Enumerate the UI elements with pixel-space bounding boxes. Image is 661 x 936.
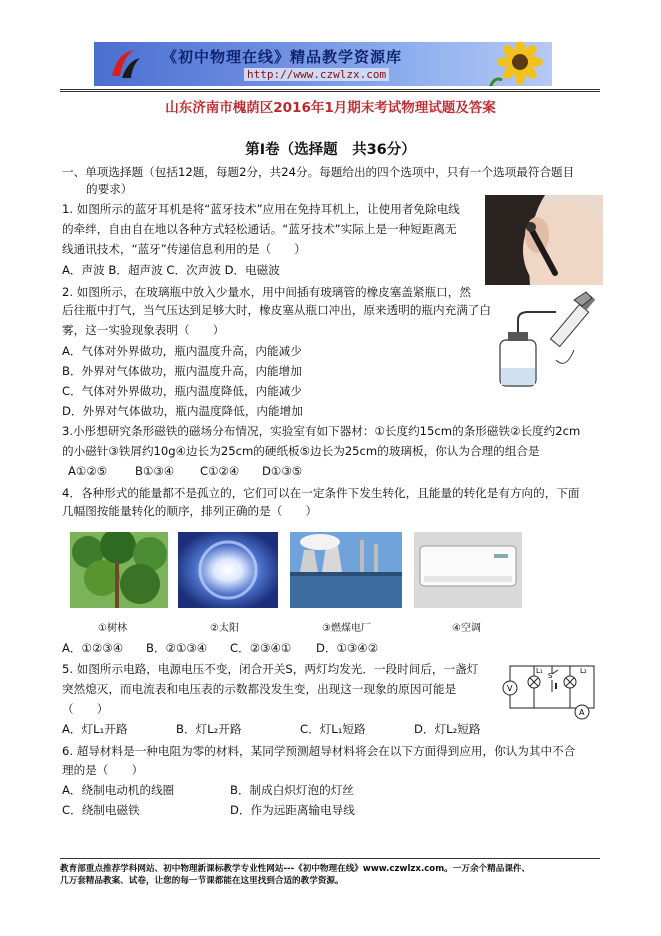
q2-text: 后往瓶中打气，当气压达到足够大时，橡皮塞从瓶口冲出，原来透明的瓶内充满了白: [62, 303, 491, 317]
site-logo-icon: [104, 46, 144, 82]
q3-text: 3.小彤想研究条形磁铁的磁场分布情况，实验室有如下器材：①长度约15cm的条形磁铁②长度约2cm: [62, 424, 581, 438]
q3-option-d: D①③⑤: [262, 464, 303, 478]
q1-text: 的牵绊，自由自在地以各种方式轻松通话。“蓝牙技术”实际上是一种短距离无: [62, 222, 457, 236]
document-title: 山东济南市槐荫区2016年1月期末考试物理试题及答案: [165, 100, 496, 116]
q5-option-b: B．灯L₂开路: [176, 722, 242, 736]
lamp-l2-label: L₂: [580, 667, 587, 675]
q5-text: 5. 如图所示电路，电源电压不变，闭合开关S，两灯均发光．一段时间后，一盏灯: [62, 662, 479, 676]
q4-text: 4．各种形式的能量都不是孤立的，它们可以在一定条件下发生转化，且能量的转化是有方向的，下面: [62, 486, 580, 500]
header-rule: [60, 89, 600, 90]
bottle-pump-diagram: [496, 290, 601, 390]
site-banner: [94, 42, 552, 86]
q4-option-b: B．②①③④: [146, 641, 208, 655]
banner-url[interactable]: http://www.czwlzx.com: [244, 68, 389, 81]
q3-text: 的小磁针③铁屑约10g④边长为25cm的硬纸板⑤边长为25cm的玻璃板，你认为合理的组合是: [62, 444, 540, 458]
q2-option-c: C．气体对外界做功，瓶内温度降低，内能减少: [62, 384, 302, 398]
pic-label-sun: ②太阳: [210, 623, 239, 634]
footer: [60, 863, 600, 887]
q4-option-c: C．②③④①: [230, 641, 292, 655]
air-conditioner-image: [414, 532, 522, 608]
q1-options: A．声波 B．超声波 C．次声波 D．电磁波: [62, 263, 280, 277]
q3-option-b: B①③④: [135, 464, 175, 478]
footer-line: 教育部重点推荐学科网站、初中物理新课标教学专业性网站---《初中物理在线》www.czwlzx.com。一万余个精品课件、: [60, 864, 531, 874]
q5-text: （ ）: [62, 702, 109, 716]
q5-option-d: D．灯L₂短路: [414, 722, 481, 736]
footer-rule: [60, 858, 600, 859]
q5-option-c: C．灯L₁短路: [300, 722, 366, 736]
q2-option-a: A．气体对外界做功，瓶内温度升高，内能减少: [62, 344, 302, 358]
q6-text: 6. 超导材料是一种电阻为零的材料，某同学预测超导材料将会在以下方面得到应用，你认为其中不合: [62, 744, 576, 758]
ammeter-label: A: [579, 708, 585, 717]
pic-label-forest: ①树林: [98, 623, 127, 634]
q6-option-b: B．制成白炽灯泡的灯丝: [230, 783, 354, 797]
part-title: 第Ⅰ卷（选择题 共36分）: [245, 142, 416, 158]
q3-option-a: A①②⑤: [68, 464, 108, 478]
lamp-l1-label: L₁: [536, 667, 543, 675]
banner-title: 《初中物理在线》精品教学资源库: [162, 48, 403, 66]
q2-option-d: D．外界对气体做功，瓶内温度降低，内能增加: [62, 404, 303, 418]
forest-image: [70, 532, 168, 608]
circuit-diagram: [496, 660, 602, 720]
q3-option-c: C①②④: [200, 464, 240, 478]
voltmeter-label: V: [507, 684, 513, 693]
q6-text: 理的是（ ）: [62, 763, 144, 777]
q6-option-d: D．作为远距离输电导线: [230, 803, 355, 817]
coal-power-plant-image: [290, 532, 402, 608]
q2-text: 雾，这一实验现象表明（ ）: [62, 323, 225, 337]
pic-label-air-conditioner: ④空调: [452, 623, 481, 634]
section-heading-cont: 的要求）: [86, 182, 133, 196]
q4-option-d: D．①③④②: [316, 641, 379, 655]
q2-option-b: B．外界对气体做功，瓶内温度升高，内能增加: [62, 364, 302, 378]
bluetooth-headset-image: [485, 195, 603, 285]
sun-image: [178, 532, 278, 608]
q5-text: 突然熄灭，而电流表和电压表的示数都没发生变，出现这一现象的原因可能是: [62, 682, 457, 696]
q1-text: 1. 如图所示的蓝牙耳机是将“蓝牙技术”应用在免持耳机上，让使用者免除电线: [62, 202, 460, 216]
pic-label-power-plant: ③燃煤电厂: [322, 623, 371, 634]
q4-text: 几幅图按能量转化的顺序，排列正确的是（ ）: [62, 504, 318, 518]
footer-line: 几万套精品教案、试卷，让您的每一节课都能在这里找到合适的教学资源。: [60, 876, 344, 886]
q6-option-a: A．绕制电动机的线圈: [62, 783, 175, 797]
section-heading: 一、单项选择题（包括12题，每题2分，共24分。每题给出的四个选项中，只有一个选项最符合题目: [62, 165, 575, 179]
q6-option-c: C．绕制电磁铁: [62, 803, 140, 817]
sunflower-image: [480, 42, 550, 86]
header-rule: [60, 91, 600, 92]
q4-option-a: A．①②③④: [62, 641, 124, 655]
q5-option-a: A．灯L₁开路: [62, 722, 128, 736]
switch-label: S: [548, 672, 553, 680]
q2-text: 2. 如图所示，在玻璃瓶中放入少量水，用中间插有玻璃管的橡皮塞盖紧瓶口，然: [62, 285, 471, 299]
q1-text: 线通讯技术，“蓝牙”传递信息利用的是（ ）: [62, 242, 306, 256]
